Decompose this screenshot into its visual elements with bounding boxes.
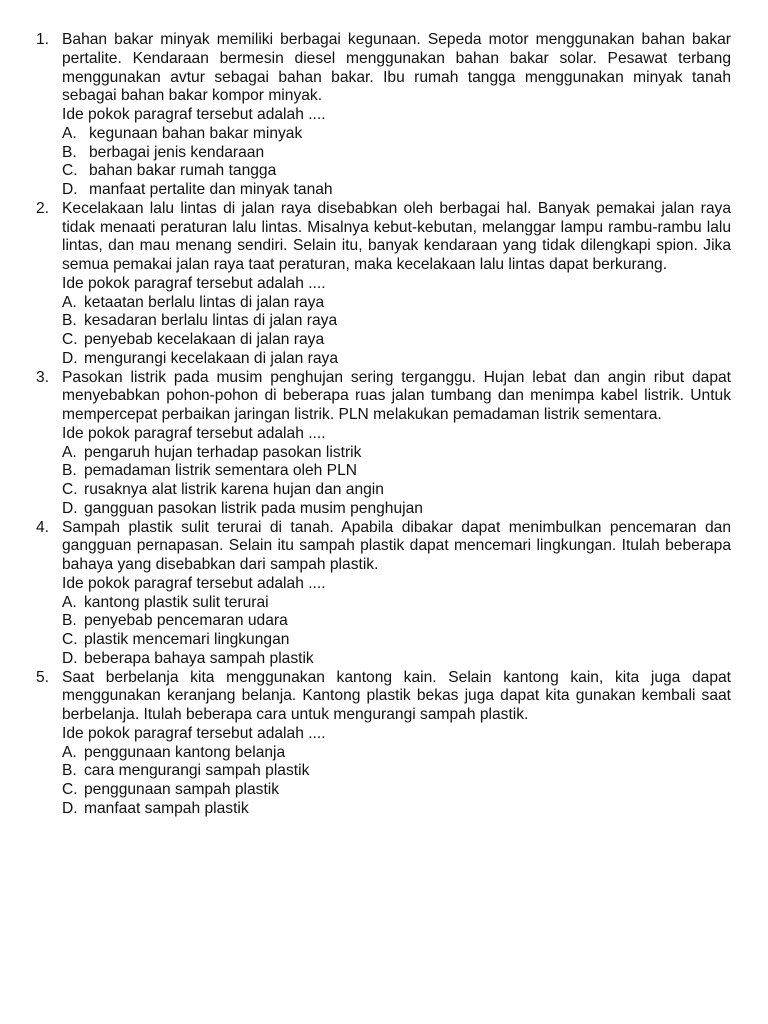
option-letter: A. bbox=[62, 124, 77, 142]
option-letter: C. bbox=[62, 481, 78, 498]
option-c bbox=[62, 331, 731, 350]
option-d bbox=[62, 500, 731, 519]
option-d bbox=[62, 350, 731, 369]
option-letter: D. bbox=[62, 181, 78, 198]
question-number: 2. bbox=[36, 199, 50, 217]
question-number: 4. bbox=[36, 518, 50, 536]
option-list bbox=[62, 594, 731, 669]
option-text: manfaat sampah plastik bbox=[84, 799, 249, 817]
option-b bbox=[62, 762, 731, 781]
option-letter: C. bbox=[62, 331, 78, 348]
option-c bbox=[62, 162, 731, 181]
option-text: ketaatan berlalu lintas di jalan raya bbox=[84, 293, 325, 311]
option-letter: A. bbox=[62, 743, 77, 761]
option-d bbox=[62, 650, 731, 669]
option-list bbox=[62, 125, 731, 200]
question-paragraph: Sampah plastik sulit terurai di tanah. Apabila dibakar dapat menimbulkan pencemaran dan gangguan pernapasan. Selain itu sampah plastik dapat mencemari lingkungan. Itulah beberapa bahaya yang disebabkan dari sampah plastik. bbox=[62, 518, 731, 573]
option-letter: B. bbox=[62, 312, 77, 330]
option-b bbox=[62, 612, 731, 631]
question-prompt: Ide pokok paragraf tersebut adalah .... bbox=[62, 724, 326, 742]
option-letter: B. bbox=[62, 612, 77, 630]
question-prompt: Ide pokok paragraf tersebut adalah .... bbox=[62, 424, 326, 442]
option-letter: D. bbox=[62, 499, 78, 517]
option-letter: B. bbox=[62, 762, 77, 780]
question-paragraph: Saat berbelanja kita menggunakan kantong kain. Selain kantong kain, kita juga dapat menggunakan keranjang belanja. Kantong plastik bekas juga dapat kita gunakan kembali saat berbelanja. Itulah beberapa cara untuk mengurangi sampah plastik. bbox=[62, 668, 731, 723]
option-letter: C. bbox=[62, 162, 78, 180]
option-text: beberapa bahaya sampah plastik bbox=[84, 649, 314, 667]
option-letter: B. bbox=[62, 462, 77, 480]
option-text: gangguan pasokan listrik pada musim penghujan bbox=[84, 499, 423, 517]
option-list bbox=[62, 444, 731, 519]
option-text: penyebab kecelakaan di jalan raya bbox=[84, 331, 325, 348]
option-text: berbagai jenis kendaraan bbox=[89, 143, 265, 161]
option-letter: D. bbox=[62, 649, 78, 667]
option-text: rusaknya alat listrik karena hujan dan angin bbox=[84, 481, 384, 498]
option-text: pemadaman listrik sementara oleh PLN bbox=[84, 462, 358, 480]
option-a bbox=[62, 444, 731, 463]
option-letter: A. bbox=[62, 593, 77, 611]
option-letter: D. bbox=[62, 349, 78, 367]
question-paragraph: Pasokan listrik pada musim penghujan sering terganggu. Hujan lebat dan angin ribut dapat menyebabkan pohon-pohon di beberapa ruas jalan tumbang dan menimpa kabel listrik. Untuk mempercepat perbaikan jaringan listrik. PLN melakukan pemadaman listrik sementara. bbox=[62, 368, 731, 423]
option-text: penggunaan sampah plastik bbox=[84, 781, 280, 798]
option-text: pengaruh hujan terhadap pasokan listrik bbox=[84, 443, 362, 461]
option-b bbox=[62, 144, 731, 163]
option-a bbox=[62, 594, 731, 613]
option-letter: C. bbox=[62, 781, 78, 798]
question-item bbox=[36, 519, 731, 669]
question-prompt: Ide pokok paragraf tersebut adalah .... bbox=[62, 274, 326, 292]
option-text: kantong plastik sulit terurai bbox=[84, 593, 269, 611]
option-text: plastik mencemari lingkungan bbox=[84, 631, 290, 648]
option-text: kegunaan bahan bakar minyak bbox=[89, 124, 303, 142]
option-text: penyebab pencemaran udara bbox=[84, 612, 288, 630]
question-item bbox=[36, 200, 731, 369]
question-item bbox=[36, 669, 731, 819]
option-list bbox=[62, 294, 731, 369]
option-text: cara mengurangi sampah plastik bbox=[84, 762, 310, 780]
option-a bbox=[62, 294, 731, 313]
question-prompt: Ide pokok paragraf tersebut adalah .... bbox=[62, 574, 326, 592]
option-text: penggunaan kantong belanja bbox=[84, 743, 286, 761]
option-text: kesadaran berlalu lintas di jalan raya bbox=[84, 312, 338, 330]
question-paragraph: Kecelakaan lalu lintas di jalan raya disebabkan oleh berbagai hal. Banyak pemakai jalan raya tidak menaati peraturan lalu lintas. Misalnya kebut-kebutan, melanggar lampu rambu-rambu lalu lintas, dan mau menang sendiri. Selain itu, banyak kendaraan yang tidak dilengkapi spion. Jika semua pemakai jalan raya taat peraturan, maka kecelakaan lalu lintas dapat berkurang. bbox=[62, 199, 731, 273]
option-letter: A. bbox=[62, 443, 77, 461]
option-letter: D. bbox=[62, 799, 78, 817]
option-c bbox=[62, 631, 731, 650]
option-c bbox=[62, 481, 731, 500]
option-d bbox=[62, 181, 731, 200]
option-letter: C. bbox=[62, 631, 78, 648]
question-number: 5. bbox=[36, 668, 50, 686]
question-list bbox=[36, 31, 731, 819]
option-text: manfaat pertalite dan minyak tanah bbox=[89, 181, 333, 198]
option-a bbox=[62, 125, 731, 144]
option-list bbox=[62, 744, 731, 819]
option-letter: B. bbox=[62, 143, 77, 161]
question-prompt: Ide pokok paragraf tersebut adalah .... bbox=[62, 106, 326, 123]
option-d bbox=[62, 800, 731, 819]
question-item bbox=[36, 31, 731, 200]
question-item bbox=[36, 369, 731, 519]
question-paragraph: Bahan bakar minyak memiliki berbagai kegunaan. Sepeda motor menggunakan bahan bakar pertalite. Kendaraan bermesin diesel menggunakan bahan bakar solar. Pesawat terbang menggunakan avtur sebagai bahan bakar. Ibu rumah tangga menggunakan minyak tanah sebagai bahan bakar kompor minyak. bbox=[62, 31, 731, 105]
option-text: mengurangi kecelakaan di jalan raya bbox=[84, 349, 338, 367]
option-text: bahan bakar rumah tangga bbox=[89, 162, 277, 180]
option-c bbox=[62, 781, 731, 800]
question-number: 3. bbox=[36, 368, 50, 386]
question-number: 1. bbox=[36, 31, 50, 48]
option-b bbox=[62, 312, 731, 331]
option-letter: A. bbox=[62, 293, 77, 311]
option-a bbox=[62, 744, 731, 763]
option-b bbox=[62, 462, 731, 481]
